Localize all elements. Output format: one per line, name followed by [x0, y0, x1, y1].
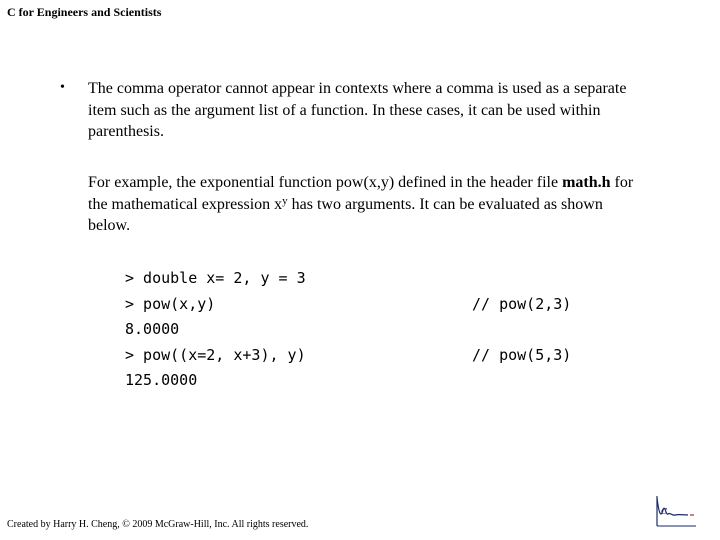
copyright-footer: Created by Harry H. Cheng, © 2009 McGraw-Hill, Inc. All rights reserved. — [7, 519, 309, 530]
paragraph-pow-text-1: For example, the exponential function pow(x,y) defined in the header file — [88, 174, 563, 191]
code-comment: // pow(2,3) — [472, 295, 572, 313]
code-line: 8.0000 — [125, 320, 180, 338]
code-line: > pow((x=2, x+3), y) — [125, 345, 306, 364]
exponent-superscript: y — [282, 194, 288, 207]
code-line: > pow(x,y) — [125, 294, 216, 313]
code-block — [125, 266, 306, 394]
paragraph-pow-text-2: for the mathematical expression x — [88, 174, 634, 213]
code-line: > double x= 2, y = 3 — [125, 269, 306, 287]
paragraph-pow-text-3: has two arguments. It can be evaluated as shown below. — [88, 195, 603, 234]
ch-logo-icon — [652, 494, 697, 530]
paragraph-pow-example — [88, 172, 648, 237]
slide-header: C for Engineers and Scientists — [7, 5, 162, 19]
bullet-marker: • — [60, 80, 65, 95]
svg-text:C: C — [661, 507, 668, 516]
code-line: 125.0000 — [125, 371, 198, 389]
code-comment: // pow(5,3) — [472, 346, 572, 364]
code-comments — [472, 292, 571, 369]
paragraph-comma-operator: The comma operator cannot appear in contexts where a comma is used as a separate item such as the argument list of a function. In these cases, it can be used within parenthesis. — [88, 80, 627, 140]
header-file-name: math.h — [562, 174, 611, 191]
